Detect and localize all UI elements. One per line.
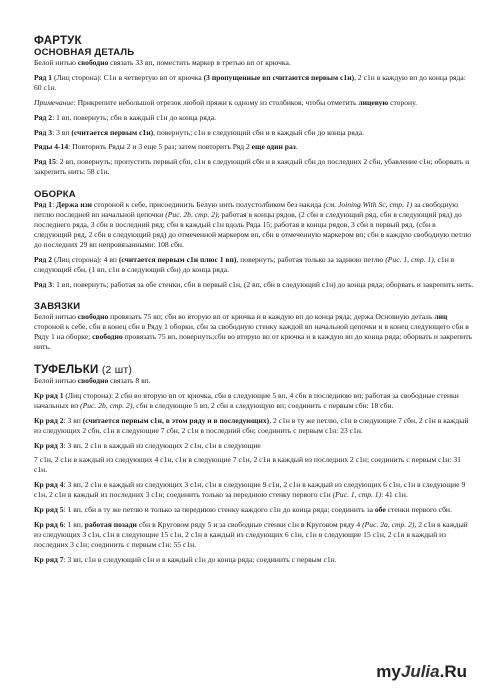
shoes-round-5: Кр ряд 5: 1 вп, сбн в ту же петлю и только за переднюю стенку каждого с1н до конца ряда; соединить за обе стенки первого сбн. <box>34 505 452 515</box>
main-part-title: ОСНОВНАЯ ДЕТАЛЬ <box>34 47 135 58</box>
shoes-round-3-cont: 7 с1н, 2 с1н в каждый из следующих 4 с1н, с1н в следующие 7 с1н, 2 с1н в каждый из последних 2 с1н; соединить с первым с1н: 31 с1н. <box>34 455 461 475</box>
apron-note: Примечание: Прикрепите небольшой отрезок любой пряжи к одному из столбиков, чтобы отметить лицевую сторону. <box>34 97 418 107</box>
apron-row-15: Ряд 15: 2 вп, повернуть; пропустить первый сбн, с1н в следующий сбн и в каждый сбн до последних 2 сбн, убавление с1н; оборвать и закрепить нить: 58 с1н. <box>34 157 470 177</box>
ruffle-row-2: Ряд 2 (Лиц сторона): 4 вп (считается первым с1н плюс 1 вп), повернуть; работая только за заднюю петлю (Рис. 1, стр. 1), с1н в следующий сбн, (1 вп, с1н в следующий сбн) до конца ряда. <box>34 254 455 274</box>
ties-text: Белой нитью свободно провязать 75 вп; сбн во вторую вп от крючка и в каждую вп до конца ряда; держа Основную деталь лиц стороной к себе, сбн в конец сбн в Ряду 1 оборки, сбн за свободную стенку каждой вп начальной цепочки и в конец следующего сбн в Ряду 1 на оборке; свободно провязать 75 вп, повернуть;сбн во вторую вп от крючка и в каждую вп до конца ряда; оборвать и закрепить нить. <box>34 312 473 352</box>
shoes-round-7: Кр ряд 7: 3 вп, с1н в следующий с1н и в каждый с1н до конца ряда; соединить с первым с1н. <box>34 554 337 564</box>
apron-rows-4-14: Ряды 4-14: Повторить Ряды 2 и 3 еще 5 раз; затем повторить Ряд 2 еще один раз. <box>34 142 298 152</box>
shoes-round-3: Кр ряд 3: 3 вп, 2 с1н в каждый из следующих 2 с1н, с1н в следующие <box>34 440 261 450</box>
apron-title: ФАРТУК <box>34 35 82 47</box>
ruffle-row-3: Ряд 3: 1 вп, повернуть; работая за обе стенки, сбн в первый с1н, (2 вп, сбн в следующий с1н) до конца ряда; оборвать и закрепить нить. <box>34 279 474 289</box>
shoes-round-4: Кр ряд 4: 3 вп, 2 с1н в каждый из следующих 3 с1н, с1н в следующие 9 с1н, 2 с1н в каждый из следующих 6 с1н, с1н в следующие 9 с1н, 2 с1н в каждый из последних 3 с1н; соединить только за переднюю стенку первого с1н (Рис. 1, стр. 1): 41 с1н. <box>34 480 466 500</box>
shoes-round-1: Кр ряд 1 (Лиц сторона): 2 сбн во вторую вп от крючка, сбн в следующие 5 вп, 4 сбн в последнюю вп; работая за свободные стенки начальных вп (Рис. 2b, стр. 2), сбн в следующие 5 вп, 2 сбн в следующую вп; соединить с первым сбн: 18 сбн. <box>34 390 459 410</box>
ties-title: ЗАВЯЗКИ <box>34 301 81 313</box>
pattern-document <box>34 35 474 565</box>
shoes-round-6: Кр ряд 6: 1 вп, работая позади сбн в Круговом ряду 5 и за свободные стенки с1н в Круговом ряду 4 (Рис. 2a, стр. 2), 2 с1н в каждый из следующих 3 с1н, с1н в следующие 15 с1н, 2 с1н в каждый из следующих 6 с1н, с1н в следующие 15 с1н, 2 с1н в каждый из последних 3 с1н; соединить с первым с1н: 55 с1н. <box>34 520 468 549</box>
ruffle-title: ОБОРКА <box>34 189 76 201</box>
apron-row-3: Ряд 3: 3 вп (считается первым с1н), повернуть; с1н в следующий сбн и в каждый сбн до конца ряда. <box>34 127 364 137</box>
apron-row-1: Ряд 1 (Лиц сторона): С1н в четвертую вп от крючка (3 пропущенные вп считаются первым с1н), 2 с1н в каждую вп до конца ряда: 60 с1н. <box>34 72 466 92</box>
site-watermark: myJulia.Ru <box>376 662 467 681</box>
apron-intro: Белой нитью свободно связать 33 вп, поместить маркер в третью вп от крючка. <box>34 58 291 67</box>
shoes-intro: Белой нитью свободно связать 8 вп. <box>34 376 151 386</box>
ruffle-row-1: Ряд 1: Держа изн стороной к себе, присоединить Белую нить полустолбиком без накида (см. Joining With Sc, стр. 1) за свободную петлю последней вп начальной цепочки (Рис. 2b, стр. 2); работая в концы рядов, (2 сбн в следующий ряд, сбн в следующий ряд) до последнего ряда, 3 сбн в последний ряд; сбн в каждый с1н вдоль Ряда 15; работая в концы рядов, 3 сбн в первый ряд, (сбн в следующий ряд, 2 сбн в следующий ряд) до отмеченной маркером вп, сбн в отмеченную маркером вп; сбн в каждую свободную петлю до последних 29 вп непровязанными: 108 сбн. <box>34 200 472 249</box>
shoes-round-2: Кр ряд 2: 3 вп (считается первым с1н, в этом ряду и в последующих), 2 с1н в ту же петлю, с1н в следующие 7 сбн, 2 с1н в каждый из следующих 2 сбн, с1н в следующие 7 сбн, 2 с1н в последний сбн; соединить с первым с1н: 23 с1н. <box>34 415 469 435</box>
shoes-title: ТУФЕЛЬКИ (2 шт) <box>34 364 133 377</box>
apron-row-2: Ряд 2: 1 вп, повернуть; сбн в каждый с1н до конца ряда. <box>34 112 216 122</box>
